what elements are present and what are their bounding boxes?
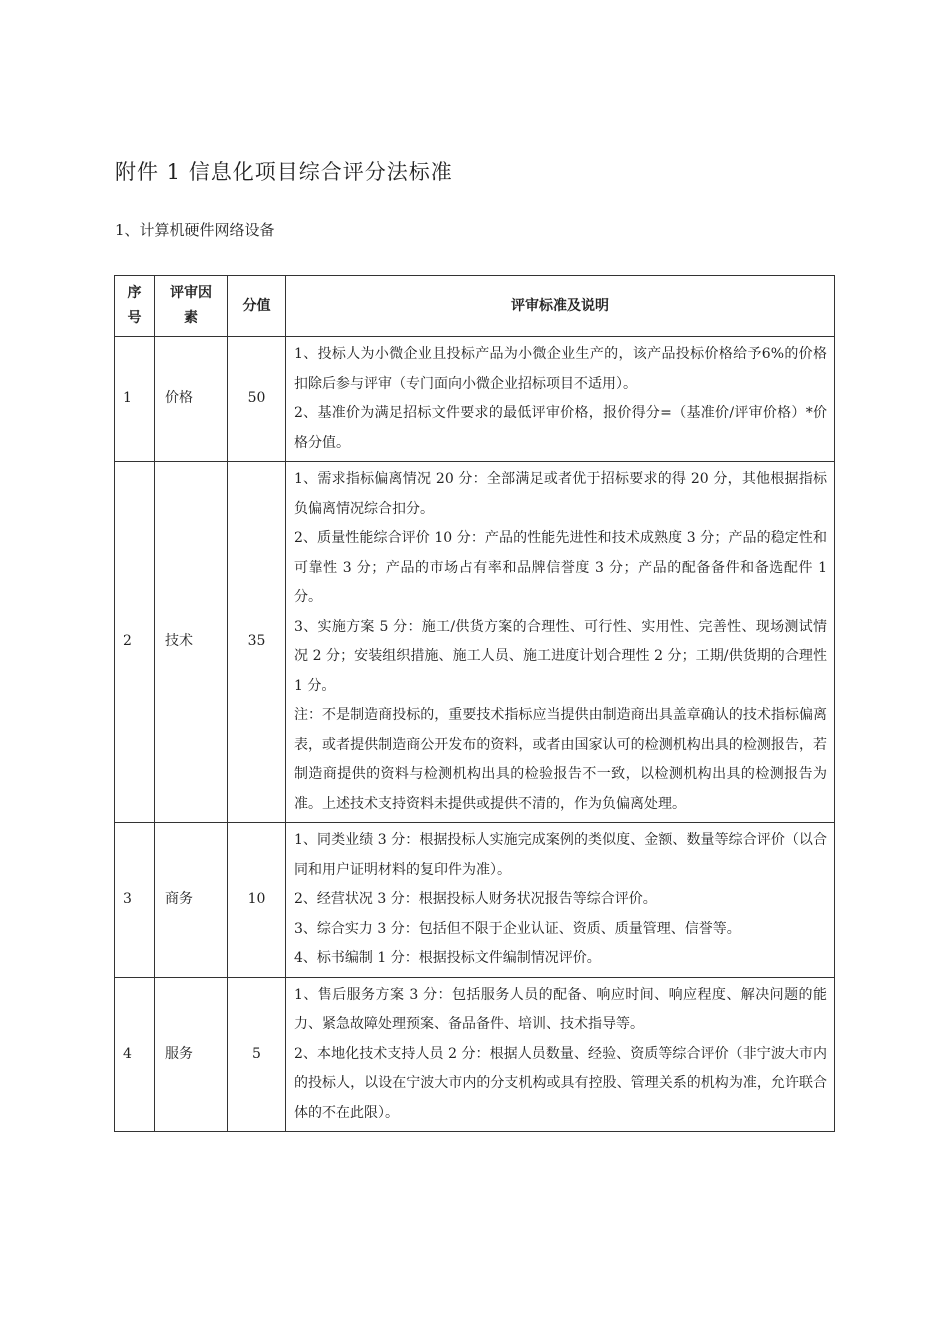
header-factor-line2: 素 — [184, 310, 198, 326]
row-criteria — [286, 823, 835, 978]
criteria-item: 1、同类业绩 3 分：根据投标人实施完成案例的类似度、金额、数量等综合评价（以合同和用户证明材料的复印件为准）。 — [294, 832, 827, 878]
header-no-line1: 序 — [127, 285, 142, 301]
header-factor-line1: 评审因 — [170, 285, 212, 301]
criteria-item: 1、投标人为小微企业且投标产品为小微企业生产的，该产品投标价格给予6%的价格扣除后参与评审（专门面向小微企业招标项目不适用）。 — [294, 346, 827, 392]
row-no: 3 — [115, 823, 155, 978]
row-score: 35 — [228, 462, 286, 823]
scoring-table — [114, 275, 835, 1132]
row-factor: 技术 — [155, 462, 228, 823]
header-criteria: 评审标准及说明 — [286, 276, 835, 337]
section-heading: 1、计算机硬件网络设备 — [115, 221, 275, 239]
row-no: 2 — [115, 462, 155, 823]
document-title: 附件 1 信息化项目综合评分法标准 — [115, 160, 453, 184]
criteria-item: 3、综合实力 3 分：包括但不限于企业认证、资质、质量管理、信誉等。 — [294, 920, 741, 937]
criteria-note: 注：不是制造商投标的，重要技术指标应当提供由制造商出具盖章确认的技术指标偏离表，或者提供制造商公开发布的资料，或者由国家认可的检测机构出具的检测报告，若制造商提供的资料与检测机构出具的检验报告不一致，以检测机构出具的检测报告为准。上述技术支持资料未提供或提供不清的，作为负偏离处理。 — [294, 707, 827, 812]
row-score: 10 — [228, 823, 286, 978]
criteria-item: 2、经营状况 3 分：根据投标人财务状况报告等综合评价。 — [294, 891, 657, 907]
criteria-item: 3、实施方案 5 分：施工/供货方案的合理性、可行性、实用性、完善性、现场测试情况 2 分；安装组织措施、施工人员、施工进度计划合理性 2 分；工期/供货期的合理性 1 分。 — [294, 618, 827, 694]
criteria-item: 1、需求指标偏离情况 20 分：全部满足或者优于招标要求的得 20 分，其他根据指标负偏离情况综合扣分。 — [294, 471, 827, 517]
criteria-item: 2、本地化技术支持人员 2 分：根据人员数量、经验、资质等综合评价（非宁波大市内的投标人，以设在宁波大市内的分支机构或具有控股、管理关系的机构为准，允许联合体的不在此限）。 — [294, 1045, 827, 1121]
row-no: 1 — [115, 337, 155, 462]
header-no — [115, 276, 155, 337]
row-criteria — [286, 337, 835, 462]
table-row — [115, 977, 835, 1132]
row-criteria — [286, 977, 835, 1132]
table-row — [115, 337, 835, 462]
row-factor: 价格 — [155, 337, 228, 462]
criteria-item: 2、质量性能综合评价 10 分：产品的性能先进性和技术成熟度 3 分；产品的稳定性和可靠性 3 分；产品的市场占有率和品牌信誉度 3 分；产品的配备备件和备选配件 1 分。 — [294, 530, 827, 605]
row-factor: 商务 — [155, 823, 228, 978]
header-factor — [155, 276, 228, 337]
table-row — [115, 462, 835, 823]
row-factor: 服务 — [155, 977, 228, 1132]
criteria-item: 1、售后服务方案 3 分：包括服务人员的配备、响应时间、响应程度、解决问题的能力、紧急故障处理预案、备品备件、培训、技术指导等。 — [294, 986, 827, 1032]
table-row — [115, 823, 835, 978]
header-score: 分值 — [228, 276, 286, 337]
criteria-item: 4、标书编制 1 分：根据投标文件编制情况评价。 — [294, 950, 601, 966]
row-score: 50 — [228, 337, 286, 462]
table-header-row — [115, 276, 835, 337]
criteria-item: 2、基准价为满足招标文件要求的最低评审价格，报价得分=（基准价/评审价格）*价格分值。 — [294, 405, 827, 451]
row-score: 5 — [228, 977, 286, 1132]
header-no-line2: 号 — [127, 310, 142, 326]
row-criteria — [286, 462, 835, 823]
row-no: 4 — [115, 977, 155, 1132]
